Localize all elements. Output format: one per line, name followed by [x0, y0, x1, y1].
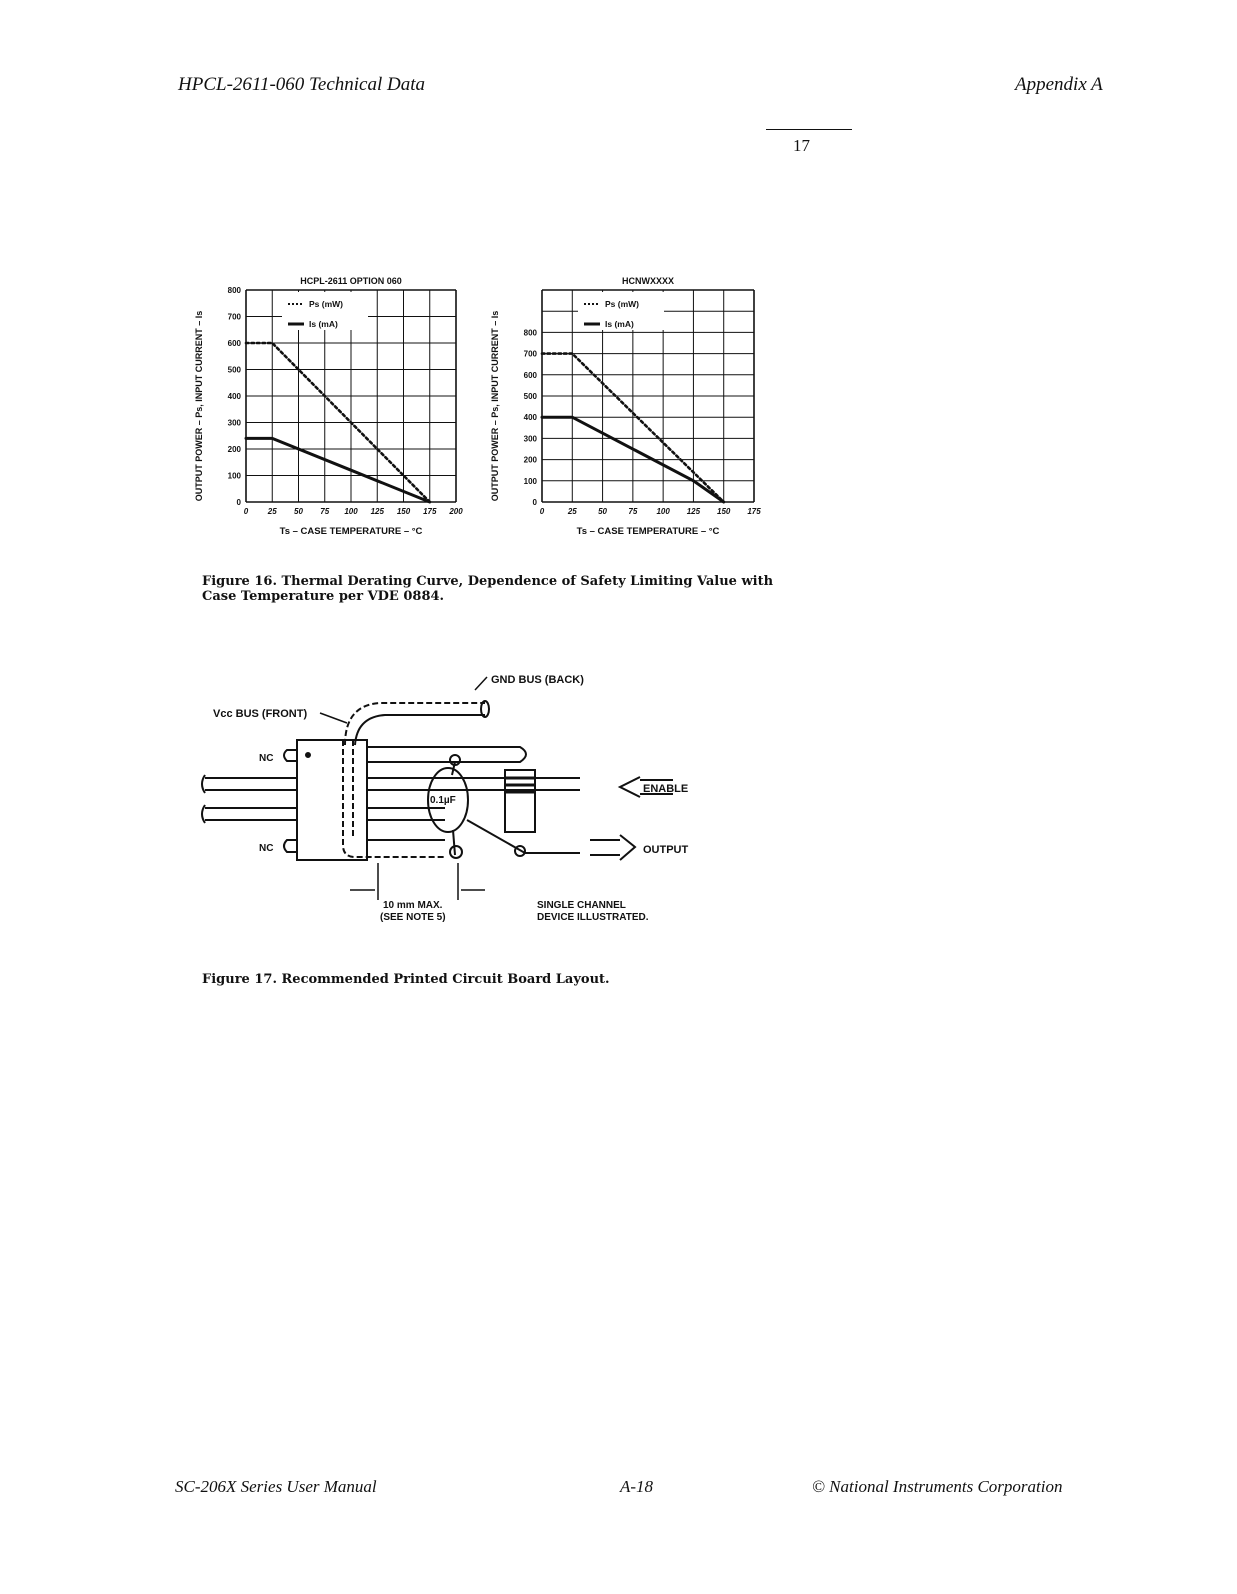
ic-body	[297, 740, 367, 860]
figure-17-caption: Figure 17. Recommended Printed Circuit Board Layout.	[202, 972, 610, 987]
chart-title: HCPL-2611 OPTION 060	[300, 276, 402, 286]
x-tick-label: 75	[320, 507, 330, 516]
y-tick-label: 500	[523, 392, 537, 401]
y-tick-label: 600	[227, 339, 241, 348]
y-tick-label: 200	[523, 455, 537, 465]
footer-page-number: A-18	[620, 1477, 654, 1496]
figure-16-caption-line1: Figure 16. Thermal Derating Curve, Dependence of Safety Limiting Value with	[202, 574, 774, 589]
x-tick-label: 150	[717, 507, 731, 516]
figure-16-caption	[202, 574, 802, 604]
y-tick-label: 300	[523, 434, 537, 444]
pin1-dot	[306, 753, 310, 757]
cap-lead-bottom	[453, 830, 455, 855]
x-tick-label: 200	[449, 507, 463, 516]
x-tick-label: 0	[539, 507, 545, 516]
figure-17-pcb-layout	[195, 665, 715, 940]
capacitor-label: 0.1µF	[430, 795, 456, 806]
vcc-bus-label: Vcc BUS (FRONT)	[213, 708, 308, 720]
dimension-note: (SEE NOTE 5)	[380, 912, 446, 923]
legend-entry: Is (mA)	[309, 319, 338, 329]
page-ref-rule	[766, 129, 852, 130]
trace-right-3	[367, 808, 445, 820]
y-tick-label: 100	[227, 471, 241, 481]
x-tick-label: 175	[423, 507, 437, 516]
trace-right-1	[367, 747, 526, 762]
x-axis-label: Ts – CASE TEMPERATURE – °C	[576, 526, 720, 537]
x-tick-label: 50	[598, 507, 608, 516]
nc-label-2: NC	[259, 843, 274, 854]
y-tick-label: 700	[523, 349, 537, 359]
trace-breaks	[202, 775, 205, 823]
y-tick-label: 800	[227, 286, 241, 295]
output-arrow-icon	[590, 835, 635, 860]
legend-entry: Is (mA)	[605, 319, 634, 329]
page-ref-number: 17	[793, 136, 810, 155]
gnd-bus-trace	[345, 703, 485, 745]
y-tick-label: 800	[523, 328, 537, 338]
trace-right-2	[367, 778, 580, 790]
y-tick-label: 500	[227, 365, 241, 375]
y-tick-label: 0	[236, 498, 241, 507]
x-tick-label: 25	[267, 507, 277, 516]
x-tick-label: 125	[370, 507, 384, 516]
y-tick-label: 200	[227, 445, 241, 454]
output-label: OUTPUT	[643, 844, 689, 856]
vcc-bus-trace	[355, 715, 485, 745]
x-tick-label: 0	[243, 507, 249, 516]
x-tick-label: 125	[686, 507, 701, 516]
x-tick-label: 150	[396, 507, 411, 516]
y-axis-label: OUTPUT POWER – Ps, INPUT CURRENT – Is	[194, 310, 204, 502]
header-appendix: Appendix A	[1015, 74, 1103, 95]
series-is-line	[246, 438, 430, 502]
x-axis-label: Ts – CASE TEMPERATURE – °C	[279, 526, 423, 537]
y-tick-label: 0	[532, 498, 537, 507]
y-tick-label: 100	[523, 476, 537, 486]
pin-left-2-trace	[205, 778, 297, 790]
y-tick-label: 700	[227, 312, 241, 322]
note-line1: SINGLE CHANNEL	[537, 900, 626, 911]
dimension-label: 10 mm MAX.	[383, 900, 443, 911]
y-tick-label: 600	[523, 370, 537, 380]
pin-left-3-trace	[205, 808, 297, 820]
legend-entry: Ps (mW)	[309, 299, 343, 309]
x-tick-label: 100	[656, 507, 670, 516]
cap-pad-bottom	[450, 846, 462, 858]
chart-hcnwxxxx	[490, 276, 761, 537]
header-title: HPCL-2611-060 Technical Data	[178, 74, 425, 95]
y-tick-label: 400	[523, 413, 537, 423]
gnd-leader	[475, 677, 487, 690]
y-tick-label: 400	[227, 392, 241, 401]
nc-label-1: NC	[259, 753, 274, 764]
chart-title: HCNWXXXX	[621, 276, 675, 286]
x-tick-label: 25	[567, 507, 577, 516]
x-tick-label: 175	[747, 507, 761, 516]
enable-label: ENABLE	[643, 783, 689, 795]
y-tick-label: 300	[227, 418, 241, 428]
chart-hcpl-2611	[194, 276, 463, 537]
figure-16-charts	[190, 268, 790, 558]
vcc-leader	[320, 713, 347, 723]
gnd-bus-label: GND BUS (BACK)	[491, 674, 584, 686]
pin-left-4	[284, 840, 297, 852]
note-line2: DEVICE ILLUSTRATED.	[537, 912, 649, 923]
footer-copyright: © National Instruments Corporation	[812, 1477, 1063, 1496]
pin-left-1	[284, 750, 297, 761]
footer-manual-title: SC-206X Series User Manual	[175, 1477, 377, 1496]
legend-entry: Ps (mW)	[605, 299, 639, 309]
x-tick-label: 75	[628, 507, 638, 516]
y-axis-label: OUTPUT POWER – Ps, INPUT CURRENT – Is	[490, 310, 500, 502]
x-tick-label: 50	[294, 507, 303, 516]
x-tick-label: 100	[344, 507, 358, 516]
figure-16-caption-line2: Case Temperature per VDE 0884.	[202, 589, 445, 604]
